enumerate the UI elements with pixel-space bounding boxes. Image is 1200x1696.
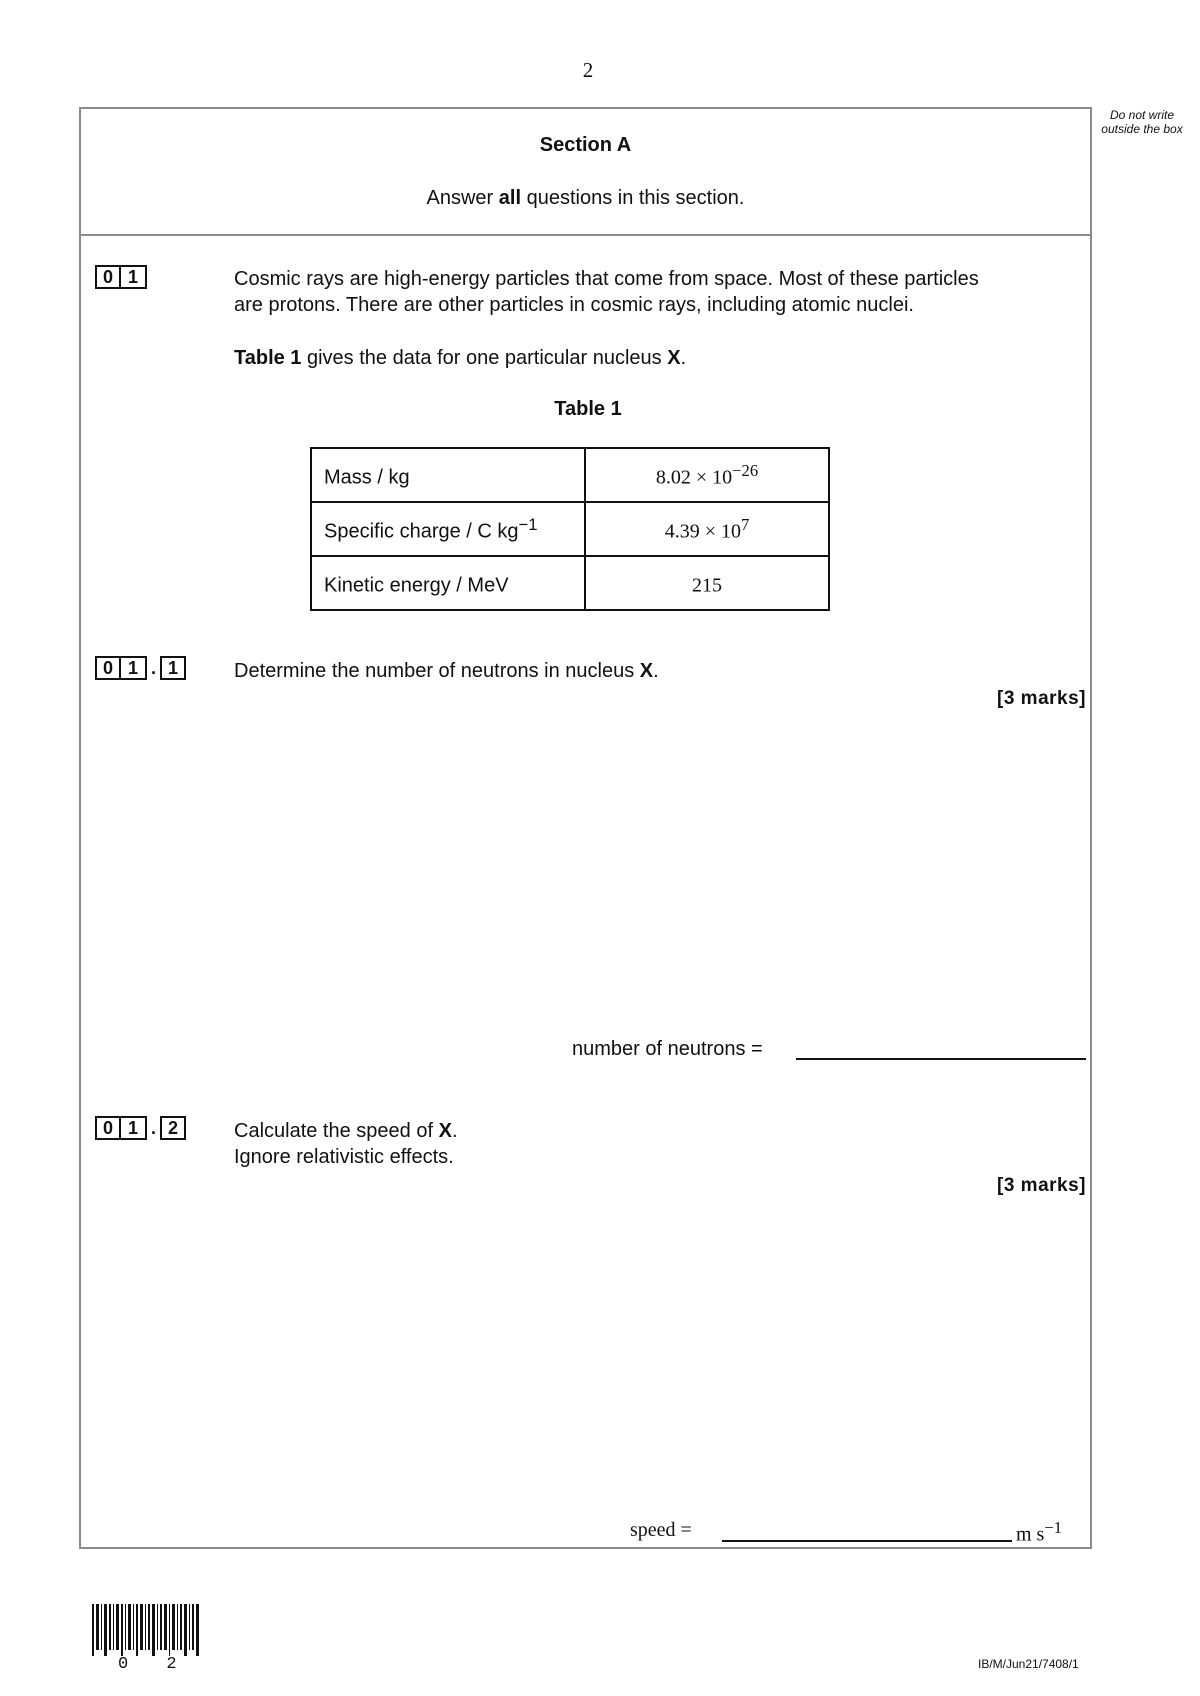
question-dot: . [151, 1118, 157, 1138]
neutrons-answer-line[interactable] [796, 1058, 1086, 1060]
nucleus-symbol: X [438, 1120, 452, 1142]
marks-label: [3 marks] [997, 1175, 1086, 1196]
neutrons-answer-label: number of neutrons = [572, 1038, 763, 1060]
section-header [81, 109, 1090, 236]
barcode-digits: 0 2 [118, 1655, 191, 1674]
speed-answer-line[interactable] [722, 1540, 1012, 1542]
answer-box-border [79, 107, 1092, 1549]
table-cell-label: Specific charge / C $kg^{-1}$ [311, 502, 585, 556]
instruction-post: questions in this section. [521, 187, 745, 209]
question-dot: . [151, 658, 157, 678]
nucleus-symbol: X [667, 347, 681, 369]
question-digit: 1 [121, 265, 147, 289]
question-01-2-prompt [234, 1118, 458, 1170]
nucleus-symbol: X [639, 660, 654, 682]
page-number: 2 [582, 58, 594, 82]
table-ref-text: gives the data for one particular nucleus [301, 347, 668, 369]
question-number-01-1 [95, 656, 186, 680]
data-table [310, 447, 830, 611]
question-01-1-prompt: Determine the number of neutrons in nucleus X. [234, 660, 659, 682]
barcode-icon [92, 1604, 202, 1656]
intro-line-2: are protons. There are other particles in cosmic rays, including atomic nuclei. [234, 294, 914, 316]
question-digit: 0 [95, 656, 121, 680]
question-digit: 0 [95, 265, 121, 289]
table-row [311, 556, 829, 610]
question-number-01-2 [95, 1116, 186, 1140]
table-cell-label: Mass / kg [311, 448, 585, 502]
table-cell-value: $4.39 \times 10^7$ [585, 502, 829, 556]
question-digit: 2 [160, 1116, 186, 1140]
table-caption: Table 1 [554, 398, 622, 420]
footer-code: IB/M/Jun21/7408/1 [978, 1657, 1079, 1671]
table-reference [234, 345, 686, 371]
speed-answer-label: speed = [630, 1519, 692, 1541]
table-ref-bold: Table 1 [234, 347, 302, 369]
prompt-line-1: Calculate the speed of X. [234, 1120, 458, 1142]
speed-unit: m $s^{-1}$ [1016, 1518, 1063, 1546]
intro-line-1: Cosmic rays are high-energy particles that come from space. Most of these particles [234, 268, 979, 290]
question-number-01 [95, 265, 147, 289]
section-instruction [81, 187, 1090, 210]
question-digit: 1 [160, 656, 186, 680]
table-row [311, 502, 829, 556]
table-cell-value: $8.02 \times 10^{-26}$ [585, 448, 829, 502]
instruction-bold: all [498, 187, 522, 209]
question-digit: 0 [95, 1116, 121, 1140]
table-ref-period: . [680, 347, 687, 369]
margin-note: Do not write outside the box [1101, 108, 1183, 136]
table-row [311, 448, 829, 502]
question-01-intro [234, 266, 979, 318]
question-digit: 1 [121, 1116, 147, 1140]
prompt-line-2: Ignore relativistic effects. [234, 1146, 454, 1168]
table-cell-label: Kinetic energy / MeV [311, 556, 585, 610]
table-cell-value: 215 [585, 556, 829, 610]
section-title: Section A [539, 134, 632, 156]
marks-label: [3 marks] [997, 688, 1086, 709]
question-digit: 1 [121, 656, 147, 680]
instruction-pre: Answer [426, 187, 499, 209]
